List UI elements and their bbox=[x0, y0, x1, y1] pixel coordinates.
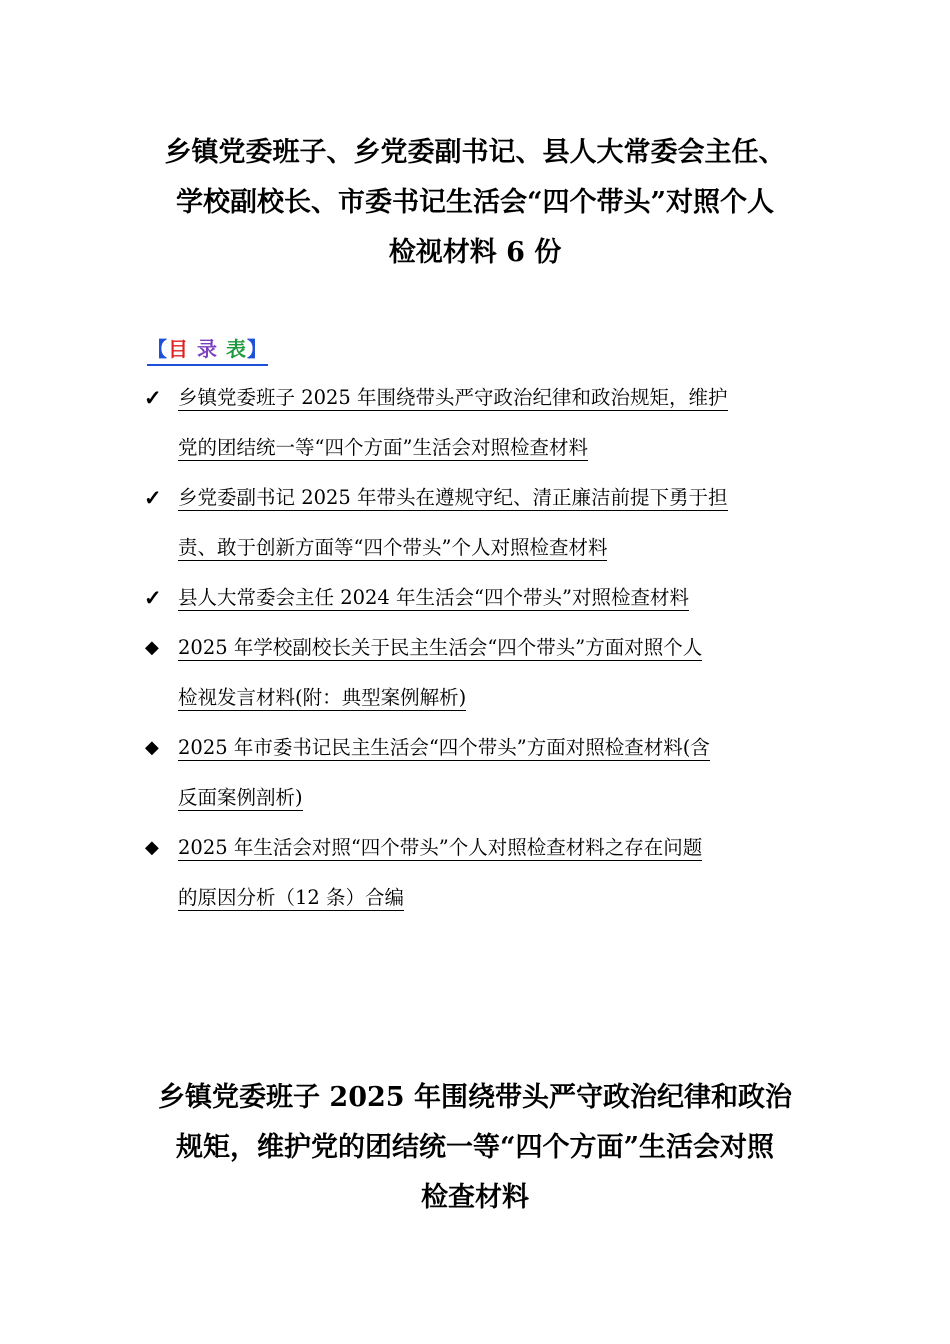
toc-link[interactable] bbox=[178, 373, 820, 473]
toc-item bbox=[140, 623, 820, 723]
toc-link[interactable] bbox=[178, 723, 820, 823]
toc-link-line: 党的团结统一等“四个方面”生活会对照检查材料 bbox=[178, 436, 588, 459]
toc-link-line: 2025 年学校副校长关于民主生活会“四个带头”方面对照个人 bbox=[178, 636, 703, 659]
toc-link-line: 乡党委副书记 2025 年带头在遵规守纪、清正廉洁前提下勇于担 bbox=[178, 486, 728, 509]
title-line: 检查材料 bbox=[421, 1182, 529, 1213]
toc-heading-char: 录 bbox=[196, 337, 218, 361]
toc-link-line: 反面案例剖析) bbox=[178, 786, 303, 809]
toc-link[interactable] bbox=[178, 823, 820, 923]
toc-link-line: 乡镇党委班子 2025 年围绕带头严守政治纪律和政治规矩，维护 bbox=[178, 386, 728, 409]
toc-heading-char: 目 bbox=[168, 337, 189, 361]
toc-heading bbox=[147, 334, 268, 366]
toc-bracket-open: 【 bbox=[147, 337, 168, 361]
title-line: 乡镇党委班子、乡党委副书记、县人大常委会主任、 bbox=[164, 137, 786, 168]
document-title bbox=[120, 128, 830, 278]
table-of-contents bbox=[140, 373, 820, 923]
toc-item bbox=[140, 823, 820, 923]
toc-link[interactable] bbox=[178, 623, 820, 723]
toc-item bbox=[140, 723, 820, 823]
title-line: 规矩，维护党的团结统一等“四个方面”生活会对照 bbox=[175, 1132, 775, 1163]
toc-link-line: 2025 年市委书记民主生活会“四个带头”方面对照检查材料(含 bbox=[178, 736, 710, 759]
diamond-bullet-icon: ◆ bbox=[145, 637, 159, 658]
title-line: 学校副校长、市委书记生活会“四个带头”对照个人 bbox=[175, 187, 775, 218]
diamond-bullet-icon: ◆ bbox=[145, 837, 159, 858]
toc-link[interactable] bbox=[178, 573, 820, 623]
check-mark-icon: ✓ bbox=[144, 385, 162, 410]
toc-link-line: 2025 年生活会对照“四个带头”个人对照检查材料之存在问题 bbox=[178, 836, 703, 859]
toc-bracket-close: 】 bbox=[246, 337, 268, 361]
toc-heading-char: 表 bbox=[225, 337, 247, 361]
toc-link[interactable] bbox=[178, 473, 820, 573]
toc-link-line: 县人大常委会主任 2024 年生活会“四个带头”对照检查材料 bbox=[178, 586, 689, 609]
title-line: 乡镇党委班子 2025 年围绕带头严守政治纪律和政治 bbox=[158, 1082, 792, 1113]
toc-link-line: 检视发言材料(附：典型案例解析) bbox=[178, 686, 467, 709]
check-mark-icon: ✓ bbox=[144, 585, 162, 610]
toc-link-line: 的原因分析（12 条）合编 bbox=[178, 886, 405, 909]
toc-item bbox=[140, 573, 820, 623]
diamond-bullet-icon: ◆ bbox=[145, 737, 159, 758]
toc-item bbox=[140, 373, 820, 473]
title-line: 检视材料 6 份 bbox=[388, 237, 562, 268]
section-title bbox=[120, 1073, 830, 1223]
toc-link-line: 责、敢于创新方面等“四个带头”个人对照检查材料 bbox=[178, 536, 608, 559]
check-mark-icon: ✓ bbox=[144, 485, 162, 510]
toc-item bbox=[140, 473, 820, 573]
